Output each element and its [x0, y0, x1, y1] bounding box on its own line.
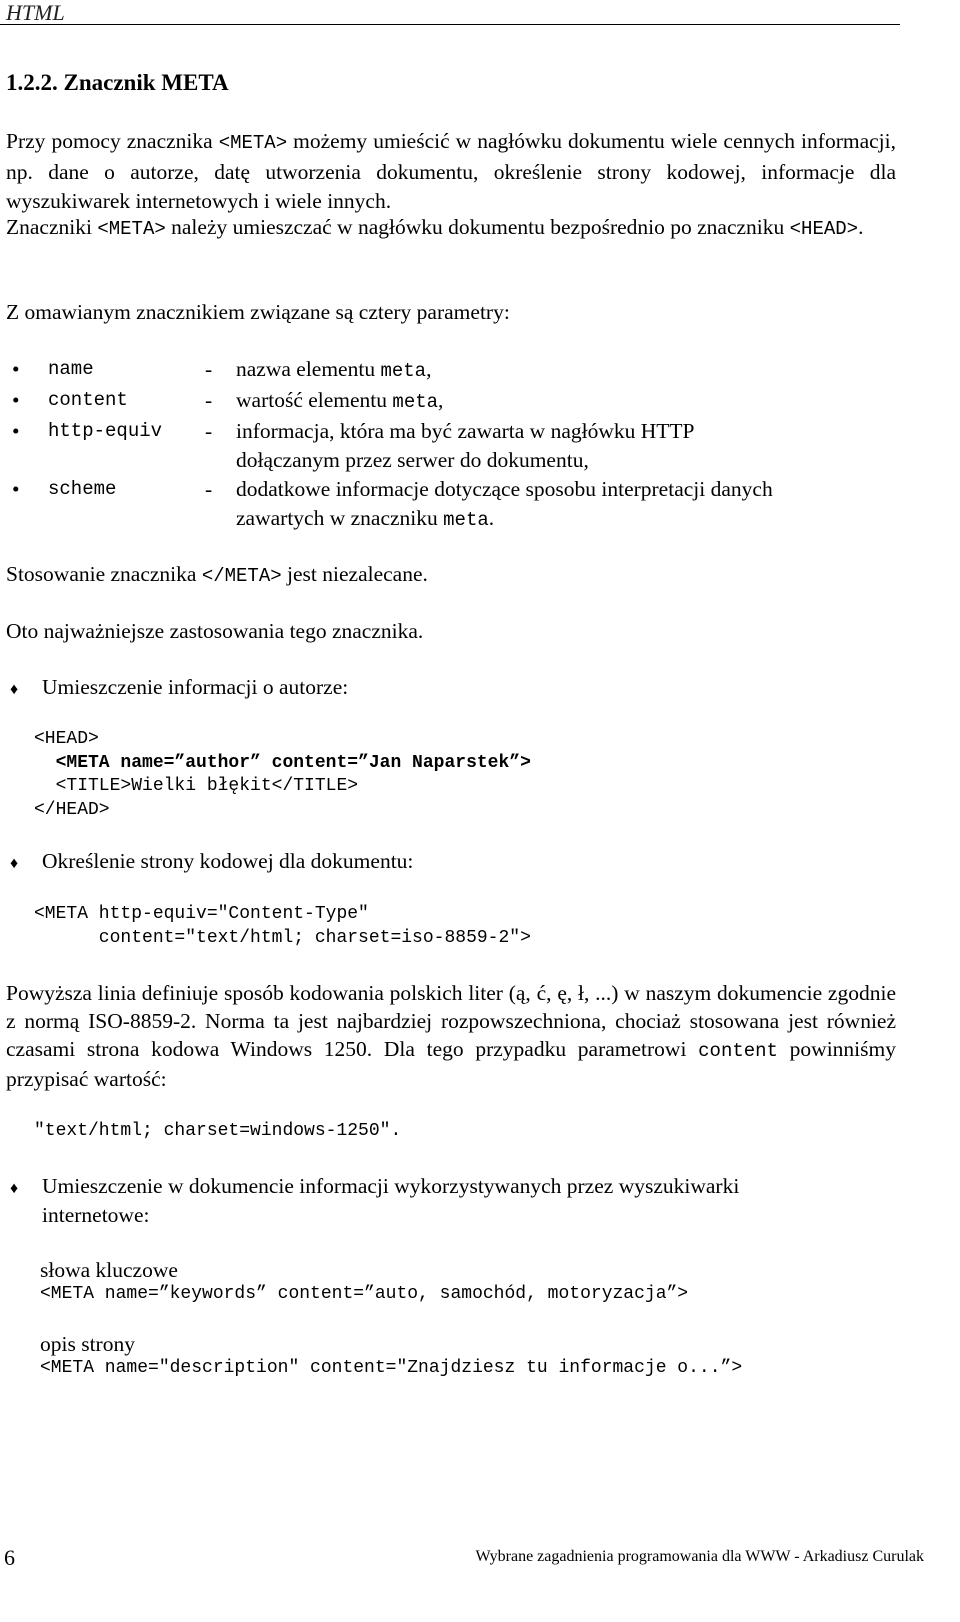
text-run: , — [426, 357, 432, 381]
parameter-list — [0, 355, 900, 535]
parameter-item-name — [0, 355, 900, 386]
bullet-icon: • — [12, 419, 20, 443]
usage-label: Określenie strony kodowej dla dokumentu: — [42, 849, 414, 873]
parameter-description — [236, 475, 856, 535]
inline-code: </META> — [201, 565, 282, 587]
usage-label: Umieszczenie w dokumencie informacji wykorzystywanych przez wyszukiwarki internetowe: — [42, 1174, 740, 1227]
code-example-description: <META name="description" content="Znajdziesz tu informacje o...”> — [40, 1358, 743, 1378]
parameter-name: name — [48, 358, 94, 380]
usage-item-author — [6, 673, 862, 702]
usage-item-charset — [6, 847, 862, 876]
diamond-bullet-icon: ♦ — [10, 681, 19, 698]
text-run: jest niezalecane. — [281, 562, 428, 586]
text-run: należy umieszczać w nagłówku dokumentu bezpośrednio po znaczniku — [165, 215, 790, 239]
running-header-title: HTML — [6, 0, 65, 25]
code-line: <HEAD> — [34, 729, 99, 749]
text-run: . — [858, 215, 864, 239]
code-example-charset — [34, 903, 531, 950]
parameter-name: scheme — [48, 478, 117, 500]
bullet-icon: • — [12, 388, 20, 412]
parameter-item-content — [0, 386, 900, 417]
text-run: Przy pomocy znacznika — [6, 129, 219, 153]
usage-item-search — [6, 1172, 842, 1230]
code-line: <TITLE>Wielki błękit</TITLE> — [34, 776, 359, 796]
page-number: 6 — [4, 1545, 15, 1570]
code-example-author — [34, 728, 531, 822]
inline-code: <HEAD> — [789, 218, 859, 240]
bullet-icon: • — [12, 357, 20, 381]
parameter-dash: - — [205, 388, 213, 412]
section-heading: 1.2.2. Znacznik META — [6, 70, 229, 95]
code-example-keywords: <META name=”keywords” content=”auto, samochód, motoryzacja”> — [40, 1284, 689, 1304]
text-run: Powyższa linia definiuje sposób kodowania polskich liter (ą, ć, ę, ł, ...) w naszym dokumencie zgodnie z normą ISO-8859-2. Norma ta jest najbardziej rozpowszechniona, chociaż stosowana jest również czasami strona kodowa Windows 1250. Dla tego przypadku parametrowi — [6, 981, 896, 1061]
text-run: , — [438, 388, 444, 412]
note-usages: Oto najważniejsze zastosowania tego znacznika. — [6, 619, 424, 643]
code-line: content="text/html; charset=iso-8859-2"> — [34, 927, 531, 948]
text-run: możemy umieścić w nagłówku dokumentu wiele cennych informacji, np. dane o autorze, datę utworzenia dokumentu, określenie strony kodowej, informacje dla wyszukiwarek internetowych i wiele innych. — [6, 129, 896, 213]
code-example-windows: "text/html; charset=windows-1250". — [34, 1121, 402, 1141]
note-closing-tag — [6, 560, 896, 591]
text-run: Znaczniki — [6, 215, 98, 239]
text-run: nazwa elementu — [236, 357, 381, 381]
description-label: opis strony — [40, 1332, 135, 1356]
code-line: </HEAD> — [34, 799, 110, 820]
parameter-item-scheme — [0, 475, 900, 535]
inline-code: <META> — [218, 132, 288, 154]
parameter-description — [236, 417, 756, 475]
code-line: <META name=”author” content=”Jan Naparstek”> — [34, 752, 531, 773]
text-run: wartość elementu — [236, 388, 393, 412]
text-run: powinniśmy przypisać wartość: — [6, 1037, 896, 1091]
diamond-bullet-icon: ♦ — [10, 1180, 19, 1197]
diamond-bullet-icon: ♦ — [10, 855, 19, 872]
text-run: Stosowanie znacznika — [6, 562, 202, 586]
inline-code: meta — [443, 509, 489, 531]
text-run: dodatkowe informacje dotyczące sposobu interpretacji danych zawartych w znaczniku — [236, 477, 773, 530]
parameter-dash: - — [205, 419, 213, 443]
parameter-item-http-equiv — [0, 417, 900, 475]
intro-paragraph-1 — [6, 127, 896, 216]
bullet-icon: • — [12, 477, 20, 501]
parameter-description — [236, 355, 900, 386]
footer-title: Wybrane zagadnienia programowania dla WWW - Arkadiusz Curulak — [475, 1548, 924, 1565]
parameter-description — [236, 386, 900, 417]
parameter-dash: - — [205, 357, 213, 381]
encoding-paragraph — [6, 979, 896, 1093]
intro-paragraph-3: Z omawianym znacznikiem związane są cztery parametry: — [6, 300, 510, 324]
usage-label: Umieszczenie informacji o autorze: — [42, 675, 349, 699]
inline-code: content — [698, 1040, 778, 1062]
parameter-name: http-equiv — [48, 420, 163, 442]
inline-code: meta — [380, 360, 427, 382]
parameter-name: content — [48, 389, 128, 411]
header-divider — [0, 24, 900, 25]
keywords-label: słowa kluczowe — [40, 1258, 178, 1282]
code-line: <META http-equiv="Content-Type" — [34, 904, 369, 924]
parameter-dash: - — [205, 477, 213, 501]
intro-paragraph-2 — [6, 213, 896, 244]
inline-code: <META> — [97, 218, 166, 240]
text-run: informacja, która ma być zawarta w nagłówku HTTP dołączanym przez serwer do dokumentu, — [236, 419, 694, 472]
text-run: . — [488, 506, 495, 530]
inline-code: meta — [392, 391, 439, 413]
